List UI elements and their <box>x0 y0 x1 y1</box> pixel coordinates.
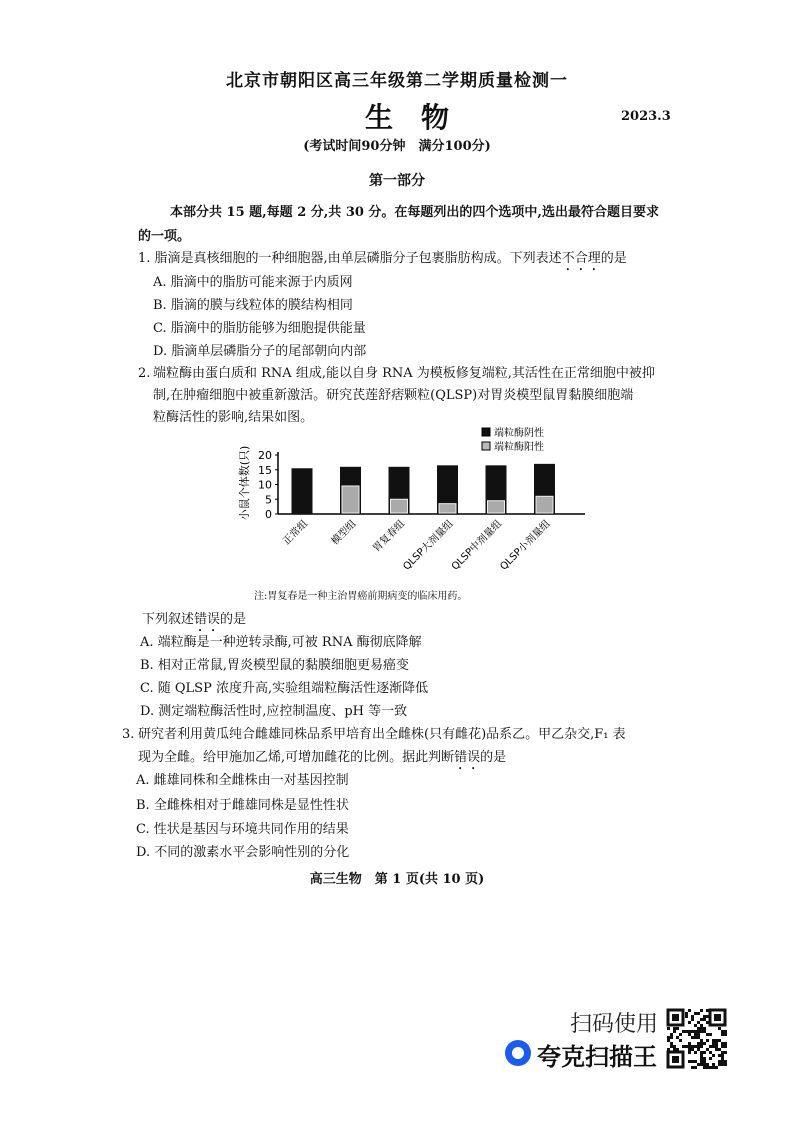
x-tick-label: QLSP大剂量组 <box>401 518 456 573</box>
bar-positive <box>342 486 359 513</box>
q3-option-a: A. 雌雄同株和全雌株由一对基因控制 <box>136 773 349 788</box>
q2-option-d: D. 测定端粒酶活性时,应控制温度、pH 等一致 <box>140 704 408 719</box>
q3-option-c: C. 性状是基因与环境共同作用的结果 <box>136 822 349 837</box>
bar-positive <box>536 496 553 513</box>
emphasized-text: 不合理 <box>561 251 601 266</box>
part-heading: 第一部分 <box>369 173 425 189</box>
legend-swatch <box>482 428 490 436</box>
y-axis-label: 小鼠个体数(只) <box>238 445 251 521</box>
q2-option-c: C. 随 QLSP 浓度升高,实验组端粒酶活性逐渐降低 <box>140 681 429 696</box>
q3-option-b: B. 全雌株相对于雌雄同株是显性性状 <box>136 798 349 813</box>
q2-option-a: A. 端粒酶是一种逆转录酶,可被 RNA 酶彻底降解 <box>140 635 422 650</box>
q2-ask <box>142 612 246 635</box>
telomerase-bar-chart <box>230 425 590 585</box>
subject-title: 生物 <box>365 101 478 134</box>
q3-number: 3. <box>122 727 135 742</box>
y-tick-label: 0 <box>265 508 272 521</box>
q2-stem-line-1: 端粒酶由蛋白质和 RNA 组成,能以自身 RNA 为模板修复端粒,其活性在正常细胞中被抑 <box>153 366 655 381</box>
q1-option-c: C. 脂滴中的脂肪能够为细胞提供能量 <box>153 321 366 336</box>
stem-text: 的是 <box>600 251 627 266</box>
legend-swatch <box>482 442 490 450</box>
bar-positive <box>488 501 505 513</box>
bar-positive <box>391 499 408 513</box>
y-tick-label: 20 <box>258 449 272 462</box>
legend-label: 端粒酶阴性 <box>494 428 544 439</box>
stem-text: 的是 <box>480 750 507 765</box>
q3-stem-line-1: 研究者利用黄瓜纯合雌雄同株品系甲培育出全雌株(只有雌花)品系乙。甲乙杂交,F₁ 表 <box>138 727 626 742</box>
x-tick-label: QLSP小剂量组 <box>498 518 553 573</box>
q2-stem-line-2: 制,在肿瘤细胞中被重新激活。研究芪莲舒痞颗粒(QLSP)对胃炎模型鼠胃黏膜细胞端 <box>153 388 634 403</box>
x-tick-label: QLSP中剂量组 <box>449 518 505 573</box>
y-tick-label: 10 <box>258 478 272 492</box>
qr-code-icon[interactable] <box>666 1008 728 1070</box>
q3-stem-line-2 <box>138 750 506 773</box>
exam-title: 北京市朝阳区高三年级第二学期质量检测一 <box>226 71 568 91</box>
intro-line-1: 本部分共 15 题,每题 2 分,共 30 分。在每题列出的四个选项中,选出最符合题目要求 <box>170 205 659 220</box>
q2-option-b: B. 相对正常鼠,胃炎模型鼠的黏膜细胞更易癌变 <box>140 658 409 673</box>
x-tick-label: 胃复春组 <box>371 518 408 555</box>
q1-option-a: A. 脂滴中的脂肪可能来源于内质网 <box>153 275 353 290</box>
bar-negative <box>292 468 313 514</box>
x-tick-label: 模型组 <box>329 518 359 548</box>
question-number: 1. <box>138 251 151 266</box>
page-footer: 高三生物 第 1 页(共 10 页) <box>309 872 485 887</box>
question-1-stem <box>138 251 627 274</box>
emphasized-text: 错误 <box>454 750 481 765</box>
emphasized-text: 错误 <box>194 612 221 627</box>
y-tick-label: 5 <box>265 493 272 507</box>
stem-text: 脂滴是真核细胞的一种细胞器,由单层磷脂分子包裹脂肪构成。下列表述 <box>154 251 562 266</box>
legend-label: 端粒酶阳性 <box>494 442 544 453</box>
q1-option-b: B. 脂滴的膜与线粒体的膜结构相同 <box>153 298 353 313</box>
exam-info: (考试时间90分钟 满分100分) <box>303 139 491 154</box>
bar-positive <box>439 504 456 513</box>
intro-line-2: 的一项。 <box>138 229 191 244</box>
quark-logo-icon <box>505 1040 531 1066</box>
x-tick-label: 正常组 <box>281 518 311 548</box>
exam-date: 2023.3 <box>621 109 671 124</box>
ask-text: 的是 <box>220 612 247 627</box>
q1-option-d: D. 脂滴单层磷脂分子的尾部朝向内部 <box>153 344 367 359</box>
scan-prompt: 扫码使用 <box>570 1012 659 1037</box>
stem-text: 现为全雌。给甲施加乙烯,可增加雌花的比例。据此判断 <box>138 750 455 765</box>
brand-name: 夸克扫描王 <box>537 1043 657 1071</box>
y-tick-label: 15 <box>258 463 272 477</box>
q2-number: 2. <box>138 366 151 381</box>
q2-stem-line-3: 粒酶活性的影响,结果如图。 <box>153 410 314 425</box>
q3-option-d: D. 不同的激素水平会影响性别的分化 <box>136 845 350 860</box>
chart-note: 注:胃复春是一种主治胃癌前期病变的临床用药。 <box>254 591 468 602</box>
ask-text: 下列叙述 <box>142 612 195 627</box>
